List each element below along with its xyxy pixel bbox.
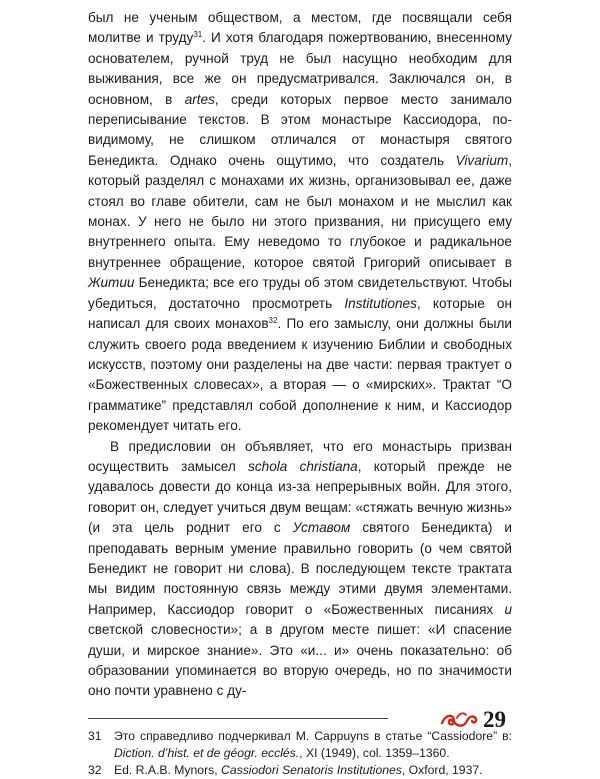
italic-text: Житии [88, 275, 135, 291]
italic-text: Diction. d’hist. et de géogr. ecclés. [114, 745, 300, 760]
text-run: , которые он написал для своих монахов [88, 295, 512, 332]
italic-text: schola christiana [248, 458, 358, 474]
footnote-separator [88, 718, 388, 719]
swirl-ornament-icon [440, 710, 478, 730]
page-number: 29 [483, 707, 506, 732]
footnote-number: 31 [88, 728, 102, 743]
text-run: , который прежде не удавалось довести до конца из-за непрерывных войн. Для этого, говорит он, следует учиться двум вещам: «стяжать вечную жизнь» (и эта цель роднит его с [88, 458, 512, 536]
text-run: Бенедикта; все его труды об этом свидетельствуют. Чтобы убедиться, достаточно просмотреть [88, 275, 512, 311]
footnote-ref: 31 [193, 30, 203, 40]
italic-text: artes [184, 91, 215, 107]
text-run: , Oxford, 1937. [401, 762, 483, 777]
text-run: святого Бенедикта) и преподавать верным умение правильно говорить (о чем святой Бенедикт не говорит ни слова). В последующем тексте трактата мы видим постоянную связь между этими двумя элементами. Например, Кассиодор говорит о «Божественных писаниях [88, 520, 512, 617]
footnotes [88, 728, 512, 779]
text-run: , среди которых первое место занимало переписывание текстов. В этом монастыре Кассиодора, по-видимому, не слишком отличался от монастыря святого Бенедикта. Однако очень ощутимо, что создатель [88, 91, 512, 168]
text-run: . И хотя благодаря пожертвованию, внесенному основателем, ручной труд не был насущно необходим для выживания, все же он предусматривался. Заключался он, в основном, в [88, 30, 513, 107]
italic-text: Cassiodori Senatoris Institutiones [221, 762, 402, 777]
text-run: Это справедливо подчеркивал M. Cappuyns в статье “Cassiodore” в: [114, 728, 512, 743]
text-run: , XI (1949), col. 1359–1360. [299, 745, 450, 760]
paragraph [88, 8, 512, 437]
italic-text: Vivarium [455, 152, 509, 168]
text-run: светской словесности»; а в другом месте пишет: «И спасение души, и мирское знание». Это «и... и» очень показательно: об образовании упоминается во вторую очередь, но по значимости оно почти уравнено с ду- [88, 622, 512, 699]
page-footer [440, 707, 506, 733]
italic-text: и [504, 601, 512, 617]
text-run: , который разделял с монахами их жизнь, организовывал ее, даже стоял во главе обители, сам не был монахом и не мыслил как монах. У него не было ни этого призвания, ни присущего ему внутреннего опыта. Ему неведомо то глубокое и радикальное внутреннее обращение, которое святой Григорий описывает в [88, 152, 512, 270]
footnote-ref: 32 [268, 316, 278, 326]
book-page [88, 8, 512, 779]
text-run: . По его замыслу, они должны были служить своего рода введением к изучению Библии и свободных искусств, поэтому они разделены на две части: первая трактует о «Божественных словесах», а вторая — о «мирских». Трактат “О грамматике” представлял собой дополнение к ним, и Кассиодор рекомендует читать его. [88, 316, 512, 434]
footnote-number: 32 [88, 762, 102, 777]
italic-text: Уставом [292, 520, 351, 536]
text-run: был не ученым обществом, а местом, где посвящали себя молитве и труду [88, 10, 512, 46]
text-run: Ed. R.A.B. Mynors, [114, 762, 222, 777]
text-run: В предисловии он объявляет, что его монастырь призван осуществить замысел [88, 438, 512, 474]
italic-text: Institutiones [344, 295, 417, 311]
paragraph [88, 437, 512, 702]
footnote-text [114, 762, 512, 779]
body-text [88, 8, 512, 702]
footnote [88, 762, 512, 779]
